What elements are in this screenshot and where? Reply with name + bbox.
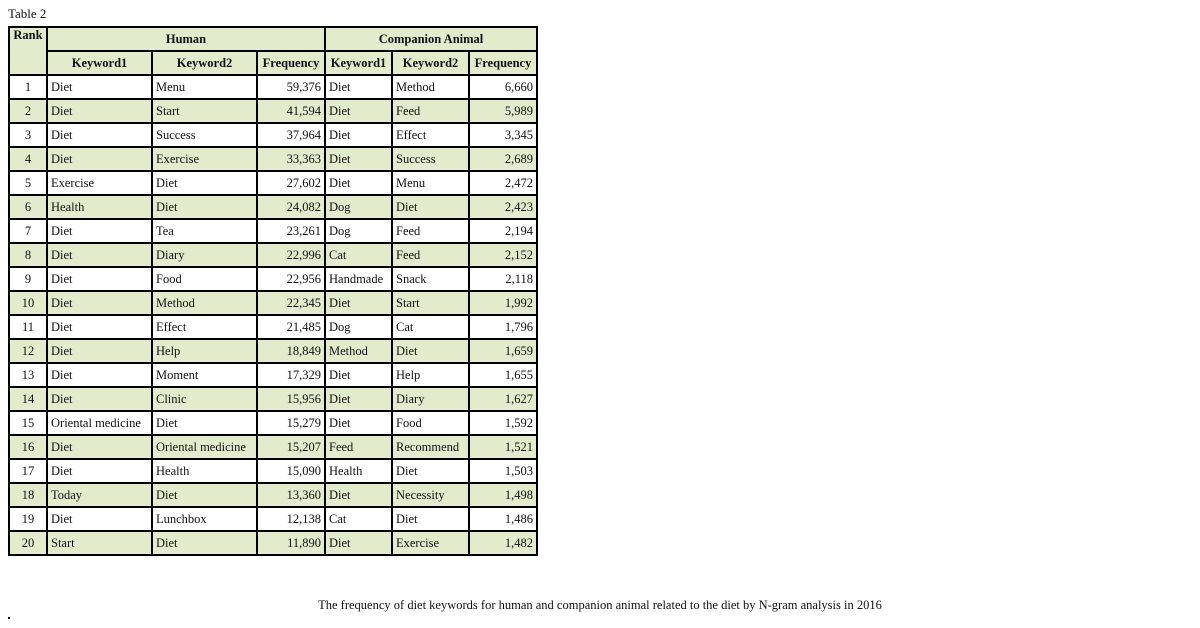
- companion-keyword1-cell: Diet: [325, 531, 392, 555]
- companion-keyword2-cell: Success: [392, 147, 469, 171]
- companion-frequency-cell: 1,503: [469, 459, 537, 483]
- human-keyword1-cell: Diet: [47, 123, 152, 147]
- human-keyword2-cell: Tea: [152, 219, 257, 243]
- human-frequency-cell: 15,279: [257, 411, 325, 435]
- human-keyword2-cell: Moment: [152, 363, 257, 387]
- human-keyword1-cell: Start: [47, 531, 152, 555]
- companion-keyword2-cell: Menu: [392, 171, 469, 195]
- human-frequency-cell: 41,594: [257, 99, 325, 123]
- human-keyword1-cell: Diet: [47, 291, 152, 315]
- companion-keyword1-cell: Diet: [325, 99, 392, 123]
- table-row: [9, 195, 537, 219]
- human-keyword2-cell: Lunchbox: [152, 507, 257, 531]
- companion-frequency-cell: 3,345: [469, 123, 537, 147]
- human-keyword2-cell: Diet: [152, 411, 257, 435]
- human-keyword2-cell: Food: [152, 267, 257, 291]
- companion-keyword1-cell: Diet: [325, 147, 392, 171]
- human-keyword2-header: Keyword2: [152, 51, 257, 75]
- human-frequency-cell: 22,345: [257, 291, 325, 315]
- companion-frequency-cell: 2,152: [469, 243, 537, 267]
- rank-cell: 18: [9, 483, 47, 507]
- rank-header: Rank: [9, 27, 47, 75]
- companion-keyword2-cell: Diet: [392, 339, 469, 363]
- table-row: [9, 387, 537, 411]
- companion-frequency-cell: 1,498: [469, 483, 537, 507]
- rank-cell: 10: [9, 291, 47, 315]
- human-frequency-cell: 15,090: [257, 459, 325, 483]
- human-frequency-cell: 13,360: [257, 483, 325, 507]
- human-keyword2-cell: Success: [152, 123, 257, 147]
- companion-keyword1-cell: Diet: [325, 171, 392, 195]
- human-keyword1-cell: Diet: [47, 147, 152, 171]
- companion-keyword2-cell: Diary: [392, 387, 469, 411]
- companion-keyword2-cell: Cat: [392, 315, 469, 339]
- table-row: [9, 75, 537, 99]
- companion-keyword2-cell: Snack: [392, 267, 469, 291]
- companion-keyword2-cell: Diet: [392, 507, 469, 531]
- companion-keyword2-cell: Start: [392, 291, 469, 315]
- table-row: [9, 171, 537, 195]
- human-frequency-cell: 17,329: [257, 363, 325, 387]
- rank-cell: 5: [9, 171, 47, 195]
- companion-frequency-cell: 5,989: [469, 99, 537, 123]
- table-row: [9, 219, 537, 243]
- header-row-columns: [9, 51, 537, 75]
- companion-keyword1-cell: Diet: [325, 123, 392, 147]
- human-keyword1-cell: Diet: [47, 243, 152, 267]
- frequency-table: [8, 26, 538, 556]
- companion-keyword1-cell: Diet: [325, 291, 392, 315]
- companion-keyword1-cell: Diet: [325, 387, 392, 411]
- companion-keyword2-cell: Feed: [392, 219, 469, 243]
- companion-keyword1-cell: Health: [325, 459, 392, 483]
- rank-cell: 13: [9, 363, 47, 387]
- human-keyword2-cell: Diet: [152, 483, 257, 507]
- human-keyword1-cell: Diet: [47, 267, 152, 291]
- companion-keyword2-cell: Diet: [392, 459, 469, 483]
- companion-frequency-cell: 1,486: [469, 507, 537, 531]
- human-keyword2-cell: Effect: [152, 315, 257, 339]
- human-keyword2-cell: Diary: [152, 243, 257, 267]
- human-keyword2-cell: Diet: [152, 171, 257, 195]
- rank-cell: 6: [9, 195, 47, 219]
- human-frequency-cell: 27,602: [257, 171, 325, 195]
- human-keyword1-cell: Oriental medicine: [47, 411, 152, 435]
- header-row-groups: [9, 27, 537, 51]
- human-frequency-cell: 11,890: [257, 531, 325, 555]
- table-row: [9, 315, 537, 339]
- companion-keyword1-cell: Method: [325, 339, 392, 363]
- human-keyword1-cell: Diet: [47, 459, 152, 483]
- human-keyword2-cell: Help: [152, 339, 257, 363]
- human-keyword2-cell: Menu: [152, 75, 257, 99]
- table-row: [9, 99, 537, 123]
- table-row: [9, 267, 537, 291]
- companion-keyword2-cell: Necessity: [392, 483, 469, 507]
- human-frequency-cell: 22,996: [257, 243, 325, 267]
- rank-cell: 16: [9, 435, 47, 459]
- table-row: [9, 531, 537, 555]
- companion-keyword2-cell: Diet: [392, 195, 469, 219]
- companion-frequency-cell: 2,472: [469, 171, 537, 195]
- companion-keyword1-cell: Diet: [325, 411, 392, 435]
- companion-keyword2-header: Keyword2: [392, 51, 469, 75]
- companion-keyword2-cell: Help: [392, 363, 469, 387]
- companion-keyword1-cell: Dog: [325, 315, 392, 339]
- human-keyword1-cell: Diet: [47, 315, 152, 339]
- rank-cell: 11: [9, 315, 47, 339]
- table-row: [9, 411, 537, 435]
- human-group-header: Human: [47, 27, 325, 51]
- companion-frequency-cell: 6,660: [469, 75, 537, 99]
- human-keyword2-cell: Oriental medicine: [152, 435, 257, 459]
- human-frequency-header: Frequency: [257, 51, 325, 75]
- companion-keyword1-cell: Cat: [325, 507, 392, 531]
- human-keyword1-cell: Diet: [47, 387, 152, 411]
- human-keyword1-cell: Diet: [47, 507, 152, 531]
- human-keyword2-cell: Diet: [152, 195, 257, 219]
- table-row: [9, 123, 537, 147]
- human-frequency-cell: 22,956: [257, 267, 325, 291]
- companion-keyword2-cell: Recommend: [392, 435, 469, 459]
- rank-cell: 20: [9, 531, 47, 555]
- human-keyword2-cell: Exercise: [152, 147, 257, 171]
- human-frequency-cell: 12,138: [257, 507, 325, 531]
- companion-frequency-cell: 2,118: [469, 267, 537, 291]
- companion-keyword1-cell: Dog: [325, 219, 392, 243]
- table-caption: The frequency of diet keywords for human and companion animal related to the diet by N-gram analysis in 2016: [318, 598, 882, 612]
- companion-frequency-cell: 1,592: [469, 411, 537, 435]
- companion-keyword1-cell: Diet: [325, 75, 392, 99]
- rank-cell: 7: [9, 219, 47, 243]
- companion-frequency-cell: 2,423: [469, 195, 537, 219]
- table-row: [9, 339, 537, 363]
- table-row: [9, 507, 537, 531]
- table-row: [9, 363, 537, 387]
- table-row: [9, 147, 537, 171]
- human-frequency-cell: 15,956: [257, 387, 325, 411]
- human-frequency-cell: 24,082: [257, 195, 325, 219]
- rank-cell: 8: [9, 243, 47, 267]
- companion-frequency-cell: 1,659: [469, 339, 537, 363]
- companion-keyword1-header: Keyword1: [325, 51, 392, 75]
- human-frequency-cell: 21,485: [257, 315, 325, 339]
- table-row: [9, 291, 537, 315]
- table-row: [9, 243, 537, 267]
- companion-frequency-cell: 1,521: [469, 435, 537, 459]
- companion-keyword2-cell: Feed: [392, 243, 469, 267]
- companion-keyword1-cell: Diet: [325, 483, 392, 507]
- human-frequency-cell: 15,207: [257, 435, 325, 459]
- companion-keyword2-cell: Method: [392, 75, 469, 99]
- human-keyword1-cell: Diet: [47, 75, 152, 99]
- companion-frequency-cell: 1,992: [469, 291, 537, 315]
- rank-cell: 4: [9, 147, 47, 171]
- companion-frequency-cell: 1,482: [469, 531, 537, 555]
- rank-cell: 17: [9, 459, 47, 483]
- rank-cell: 3: [9, 123, 47, 147]
- rank-cell: 15: [9, 411, 47, 435]
- rank-cell: 2: [9, 99, 47, 123]
- table-label: Table 2: [8, 6, 47, 21]
- human-frequency-cell: 59,376: [257, 75, 325, 99]
- companion-frequency-cell: 1,627: [469, 387, 537, 411]
- companion-group-header: Companion Animal: [325, 27, 537, 51]
- companion-keyword1-cell: Handmade: [325, 267, 392, 291]
- human-frequency-cell: 33,363: [257, 147, 325, 171]
- table-row: [9, 483, 537, 507]
- human-keyword1-cell: Diet: [47, 435, 152, 459]
- stray-dot: [8, 617, 10, 619]
- companion-keyword2-cell: Effect: [392, 123, 469, 147]
- human-keyword2-cell: Diet: [152, 531, 257, 555]
- rank-cell: 9: [9, 267, 47, 291]
- table-body: [9, 75, 537, 555]
- companion-frequency-cell: 2,689: [469, 147, 537, 171]
- rank-cell: 14: [9, 387, 47, 411]
- companion-keyword1-cell: Cat: [325, 243, 392, 267]
- companion-keyword2-cell: Food: [392, 411, 469, 435]
- human-keyword1-cell: Diet: [47, 363, 152, 387]
- human-frequency-cell: 18,849: [257, 339, 325, 363]
- human-keyword1-cell: Today: [47, 483, 152, 507]
- table-row: [9, 435, 537, 459]
- human-keyword1-cell: Diet: [47, 219, 152, 243]
- rank-cell: 19: [9, 507, 47, 531]
- table-row: [9, 459, 537, 483]
- human-keyword2-cell: Method: [152, 291, 257, 315]
- human-frequency-cell: 37,964: [257, 123, 325, 147]
- human-keyword2-cell: Health: [152, 459, 257, 483]
- human-keyword1-cell: Diet: [47, 339, 152, 363]
- companion-keyword1-cell: Dog: [325, 195, 392, 219]
- human-keyword1-cell: Diet: [47, 99, 152, 123]
- companion-frequency-cell: 1,796: [469, 315, 537, 339]
- companion-keyword2-cell: Exercise: [392, 531, 469, 555]
- companion-frequency-header: Frequency: [469, 51, 537, 75]
- companion-keyword1-cell: Diet: [325, 363, 392, 387]
- human-keyword2-cell: Start: [152, 99, 257, 123]
- companion-keyword2-cell: Feed: [392, 99, 469, 123]
- companion-frequency-cell: 2,194: [469, 219, 537, 243]
- companion-keyword1-cell: Feed: [325, 435, 392, 459]
- human-keyword1-cell: Health: [47, 195, 152, 219]
- human-keyword2-cell: Clinic: [152, 387, 257, 411]
- human-keyword1-header: Keyword1: [47, 51, 152, 75]
- rank-cell: 1: [9, 75, 47, 99]
- rank-cell: 12: [9, 339, 47, 363]
- companion-frequency-cell: 1,655: [469, 363, 537, 387]
- human-frequency-cell: 23,261: [257, 219, 325, 243]
- human-keyword1-cell: Exercise: [47, 171, 152, 195]
